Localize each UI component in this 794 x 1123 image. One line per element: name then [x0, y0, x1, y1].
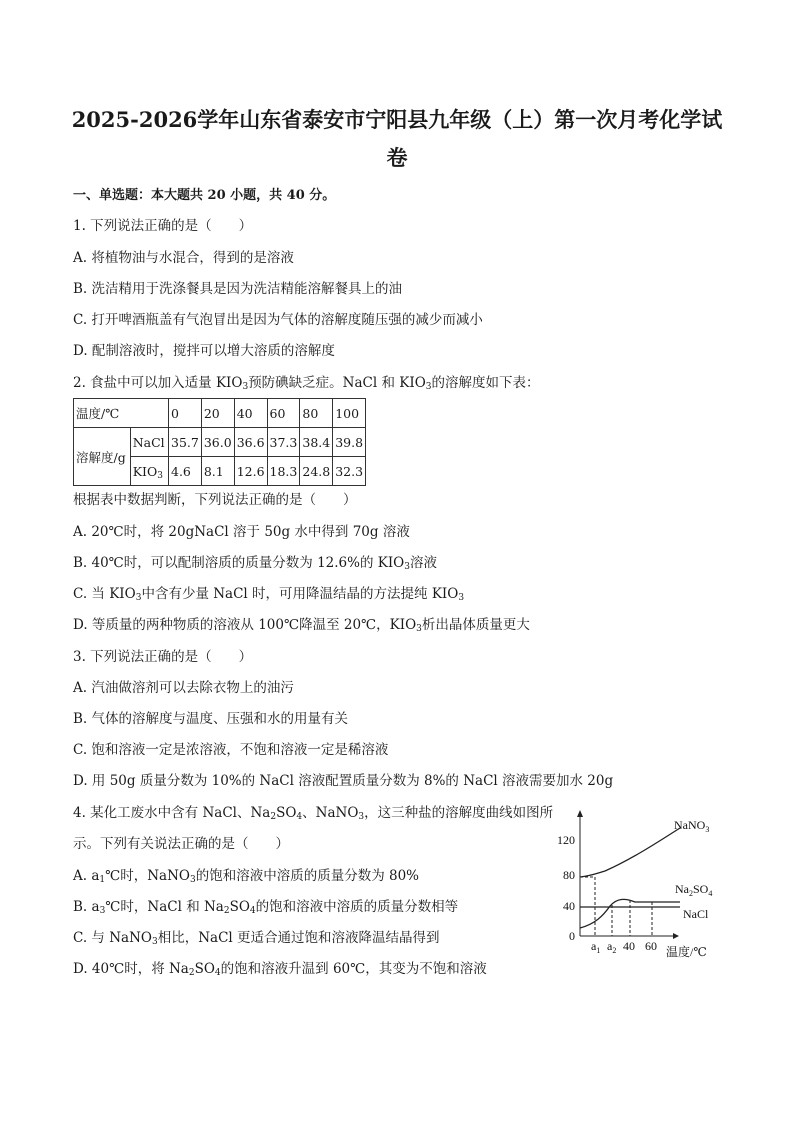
table-cell: 24.8	[300, 457, 333, 486]
temp-header: 温度/℃	[74, 399, 169, 428]
solubility-curve-chart	[555, 808, 735, 968]
q3-option-b: B. 气体的溶解度与温度、压强和水的用量有关	[73, 711, 349, 727]
temp-cell: 20	[201, 399, 234, 428]
q3-stem: 3. 下列说法正确的是（ ）	[73, 649, 253, 665]
x-tick-label: 60	[645, 939, 657, 953]
table-cell: 8.1	[201, 457, 234, 486]
series-label-na2so4: $Na_2SO_4$	[675, 882, 713, 898]
x-axis-label: 温度/℃	[666, 945, 707, 959]
q1-option-d: D. 配制溶液时，搅拌可以增大溶质的溶解度	[73, 343, 335, 359]
table-cell: 36.0	[201, 428, 234, 457]
q1-option-a: A. 将植物油与水混合，得到的是溶液	[73, 250, 294, 266]
q1-stem: 1. 下列说法正确的是（ ）	[73, 218, 253, 234]
temp-cell: 0	[169, 399, 202, 428]
row-label-nacl: NaCl	[130, 428, 168, 457]
y-tick-label: 120	[557, 833, 575, 847]
table-cell: 38.4	[300, 428, 333, 457]
q1-option-b: B. 洗洁精用于洗涤餐具是因为洗洁精能溶解餐具上的油	[73, 281, 403, 297]
y-tick-label: 80	[563, 868, 575, 882]
page-title-continued: 卷	[386, 145, 408, 170]
y-axis-arrow	[577, 810, 583, 817]
q4-option-c: C. 与 NaNO$_3$相比，NaCl 更适合通过饱和溶液降温结晶得到	[73, 930, 440, 947]
q3-option-c: C. 饱和溶液一定是浓溶液，不饱和溶液一定是稀溶液	[73, 742, 389, 758]
q4-option-b: B. $a_3℃$时，NaCl 和 $Na_2SO_4$的饱和溶液中溶质的质量分数相等	[73, 899, 459, 916]
x-axis-arrow	[673, 933, 679, 939]
table-cell: 39.8	[333, 428, 366, 457]
temp-cell: 100	[333, 399, 366, 428]
solubility-header: 溶解度/g	[74, 428, 131, 486]
y-tick-label: 0	[569, 929, 575, 943]
q4-stem: 4. 某化工废水中含有 NaCl、$Na_2SO_4$、NaNO$_3$，这三种盐的溶解度曲线如图所	[73, 805, 554, 822]
series-nano3-line	[580, 828, 680, 877]
q3-option-a: A. 汽油做溶剂可以去除衣物上的油污	[73, 680, 294, 696]
q3-option-d: D. 用 50g 质量分数为 10%的 NaCl 溶液配置质量分数为 8%的 NaCl 溶液需要加水 20g	[73, 773, 614, 789]
q4-stem-line2: 示。下列有关说法正确的是（ ）	[73, 836, 289, 852]
q2-lead: 根据表中数据判断，下列说法正确的是（ ）	[73, 492, 357, 508]
temp-cell: 80	[300, 399, 333, 428]
q2-stem: 2. 食盐中可以加入适量 $KIO_3$预防碘缺乏症。NaCl 和 $KIO_3$的溶解度如下表：	[73, 375, 540, 392]
table-cell: 18.3	[267, 457, 300, 486]
table-cell: 32.3	[333, 457, 366, 486]
table-cell: 4.6	[169, 457, 202, 486]
page-title: 2025-2026学年山东省泰安市宁阳县九年级（上）第一次月考化学试	[71, 107, 723, 132]
table-cell: 37.3	[267, 428, 300, 457]
q4-option-d: D. 40℃时，将 $Na_2SO_4$的饱和溶液升温到 60℃，其变为不饱和溶液	[73, 961, 487, 978]
x-tick-label-a2: $a_2$	[607, 939, 617, 955]
table-cell: 12.6	[234, 457, 267, 486]
table-cell: 36.6	[234, 428, 267, 457]
section-heading: 一、单选题：本大题共 20 小题，共 40 分。	[73, 188, 336, 203]
q2-option-a: A. 20℃时，将 20gNaCl 溶于 50g 水中得到 70g 溶液	[73, 524, 410, 540]
q1-option-c: C. 打开啤酒瓶盖有气泡冒出是因为气体的溶解度随压强的减少而减小	[73, 312, 483, 328]
series-label-nacl: NaCl	[683, 907, 709, 921]
q2-option-c: C. 当 $KIO_3$中含有少量 NaCl 时，可用降温结晶的方法提纯 $KIO_3$	[73, 586, 465, 603]
x-tick-label: 40	[623, 939, 635, 953]
series-label-nano3: NaNO$_3$	[674, 818, 710, 834]
y-tick-label: 40	[563, 899, 575, 913]
row-label-kio3: $KIO_3$	[130, 457, 168, 486]
q2-option-d: D. 等质量的两种物质的溶液从 100℃降温至 20℃，$KIO_3$析出晶体质量更大	[73, 617, 530, 634]
solubility-table	[73, 398, 366, 486]
x-tick-label-a1: $a_1$	[591, 939, 601, 955]
temp-cell: 60	[267, 399, 300, 428]
table-cell: 35.7	[169, 428, 202, 457]
q2-option-b: B. 40℃时，可以配制溶质的质量分数为 12.6%的 $KIO_3$溶液	[73, 555, 437, 572]
temp-cell: 40	[234, 399, 267, 428]
q4-option-a: A. $a_1℃$时，NaNO$_3$的饱和溶液中溶质的质量分数为 80%	[73, 868, 419, 885]
